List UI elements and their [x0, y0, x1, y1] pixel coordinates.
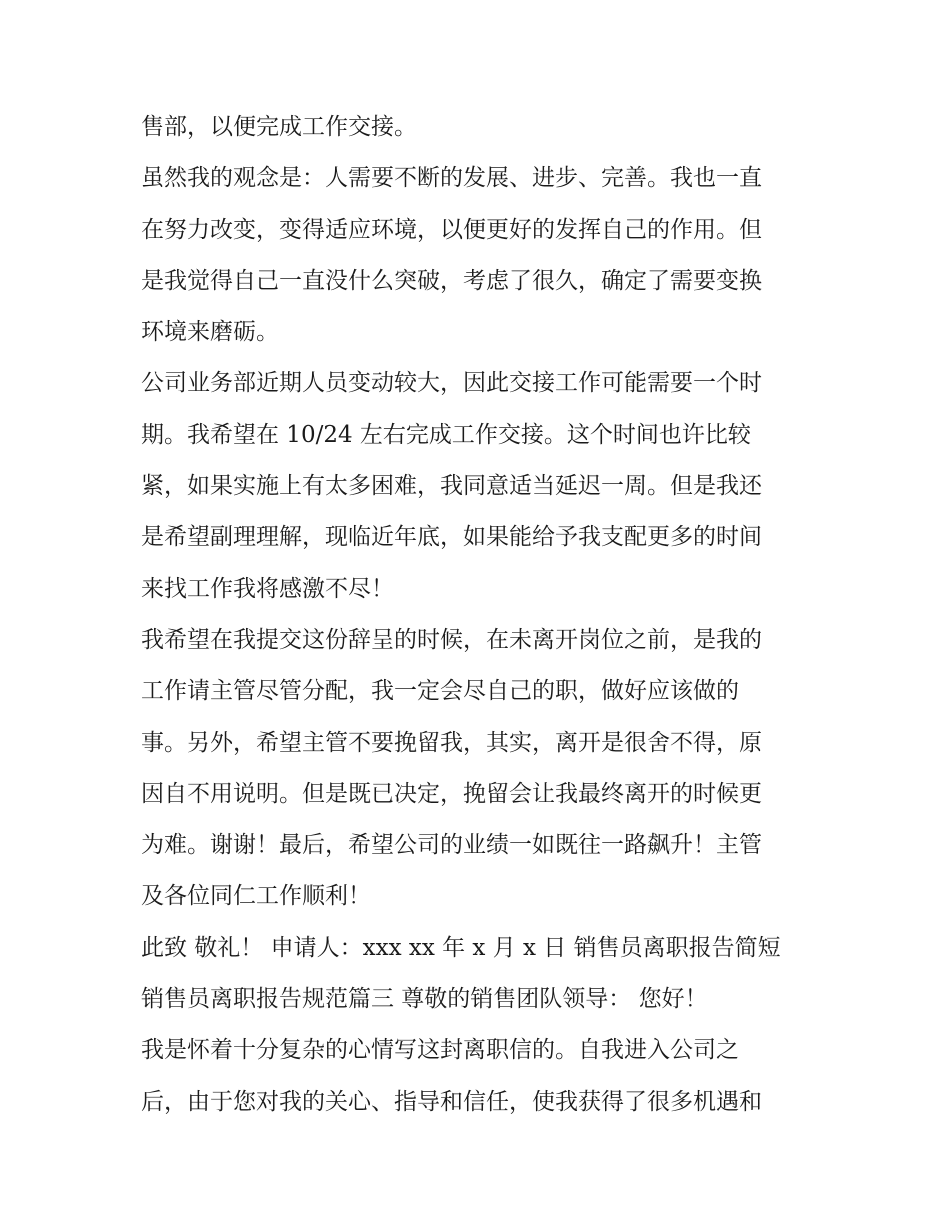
- text-line: 我希望在我提交这份辞呈的时候，在未离开岗位之前，是我的: [141, 626, 762, 653]
- text-line: 环境来磨砺。: [141, 319, 279, 346]
- text-line: 在努力改变，变得适应环境，以便更好的发挥自己的作用。但: [141, 216, 762, 243]
- text-line: 我是怀着十分复杂的心情写这封离职信的。自我进入公司之: [141, 1037, 739, 1064]
- text-line: 后，由于您对我的关心、指导和信任，使我获得了很多机遇和: [141, 1088, 762, 1115]
- text-line: 紧，如果实施上有太多困难，我同意适当延迟一周。但是我还: [141, 473, 762, 500]
- text-line: 来找工作我将感激不尽！: [141, 575, 394, 602]
- text-line: 售部，以便完成工作交接。: [141, 114, 417, 140]
- text-line: 为难。谢谢！最后，希望公司的业绩一如既往一路飙升！主管: [141, 832, 762, 859]
- text-line: 因自不用说明。但是既已决定，挽留会让我最终离开的时候更: [141, 780, 762, 807]
- text-line: 工作请主管尽管分配，我一定会尽自己的职，做好应该做的: [141, 678, 739, 705]
- text-line: 期。我希望在 10/24 左右完成工作交接。这个时间也许比较: [141, 421, 751, 448]
- text-line: 及各位同仁工作顺利！: [141, 883, 371, 910]
- text-line: 公司业务部近期人员变动较大，因此交接工作可能需要一个时: [141, 370, 762, 397]
- text-line: 销售员离职报告规范篇三 尊敬的销售团队领导： 您好！: [141, 986, 708, 1013]
- text-line: 是我觉得自己一直没什么突破，考虑了很久，确定了需要变换: [141, 267, 762, 294]
- body-text: [141, 102, 821, 1128]
- text-line: 事。另外，希望主管不要挽留我，其实，离开是很舍不得，原: [141, 729, 762, 756]
- text-line: 虽然我的观念是：人需要不断的发展、进步、完善。我也一直: [141, 165, 762, 192]
- text-line: 是希望副理理解，现临近年底，如果能给予我支配更多的时间: [141, 524, 762, 551]
- text-line: 此致 敬礼！ 申请人：xxx xx 年 x 月 x 日 销售员离职报告简短: [141, 934, 781, 961]
